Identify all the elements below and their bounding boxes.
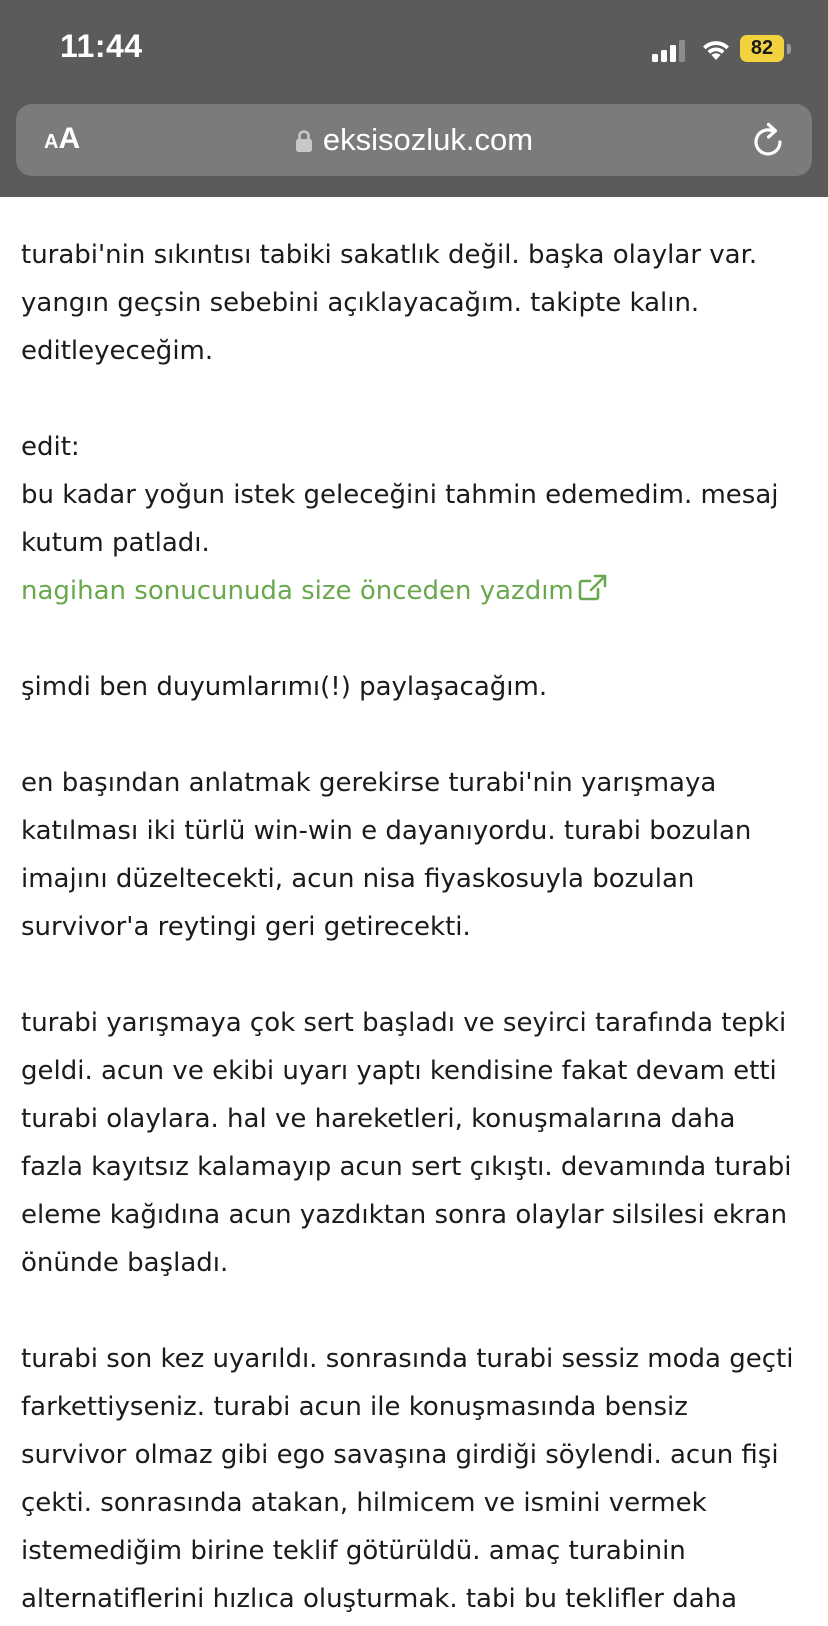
entry-line: alternatiflerini hızlıca oluşturmak. tabi bu teklifler daha [21,1584,738,1614]
entry-line: survivor olmaz gibi ego savaşına girdiği söylendi. acun fişi [21,1440,779,1470]
external-link[interactable] [21,576,608,606]
external-link-icon [578,574,608,602]
entry-line: survivor'a reytingi geri getirecekti. [21,912,471,942]
reload-icon[interactable] [750,120,788,160]
entry-line: imajını düzeltecekti, acun nisa fiyaskosuyla bozulan [21,864,695,894]
text-size-button[interactable] [44,122,80,158]
entry-line: kutum patladı. [21,528,210,558]
entry-line: çekti. sonrasında atakan, hilmicem ve ismini vermek [21,1488,707,1518]
signal-icon [652,40,686,62]
entry-line: bu kadar yoğun istek geleceğini tahmin edemedim. mesaj [21,480,779,510]
entry-content [21,231,811,1623]
address-bar[interactable] [16,104,812,176]
entry-line: yangın geçsin sebebini açıklayacağım. takipte kalın. [21,288,700,318]
url-text: eksisozluk.com [322,122,534,157]
text-size-label-small: A [44,131,59,153]
external-link-text: nagihan sonucunuda size önceden yazdım [21,576,574,606]
paragraph-gap [21,375,811,423]
entry-line: turabi son kez uyarıldı. sonrasında turabi sessiz moda geçti [21,1344,794,1374]
paragraph-gap [21,1287,811,1335]
entry-line: katılması iki türlü win-win e dayanıyordu. turabi bozulan [21,816,752,846]
link-line [21,567,811,615]
battery-level: 82 [740,35,784,62]
entry-line: turabi'nin sıkıntısı tabiki sakatlık değil. başka olaylar var. [21,240,758,270]
entry-line: eleme kağıdına acun yazdıktan sonra olaylar silsilesi ekran [21,1200,788,1230]
entry-line: turabi yarışmaya çok sert başladı ve seyirci tarafında tepki [21,1008,787,1038]
entry-line: istemediğim birine teklif götürüldü. amaç turabinin [21,1536,686,1566]
wifi-icon [700,36,732,62]
battery-icon [740,35,792,62]
edit-label: edit: [21,432,80,462]
entry-line: turabi olaylara. hal ve hareketleri, konuşmalarına daha [21,1104,736,1134]
entry-line: geldi. acun ve ekibi uyarı yaptı kendisine fakat devam etti [21,1056,777,1086]
browser-chrome [0,0,828,197]
paragraph-gap [21,615,811,663]
entry-line: fazla kayıtsız kalamayıp acun sert çıkıştı. devamında turabi [21,1152,792,1182]
entry-line: editleyeceğim. [21,336,214,366]
battery-cap [787,44,791,54]
paragraph-gap [21,711,811,759]
entry-line: önünde başladı. [21,1248,229,1278]
entry-line: farkettiyseniz. turabi acun ile konuşmasında bensiz [21,1392,688,1422]
entry-line: en başından anlatmak gerekirse turabi'nin yarışmaya [21,768,717,798]
url-display[interactable] [16,104,812,176]
status-time: 11:44 [60,28,143,64]
text-size-label-large: A [58,122,81,155]
paragraph-gap [21,951,811,999]
lock-icon [295,129,313,153]
entry-line: şimdi ben duyumlarımı(!) paylaşacağım. [21,672,548,702]
